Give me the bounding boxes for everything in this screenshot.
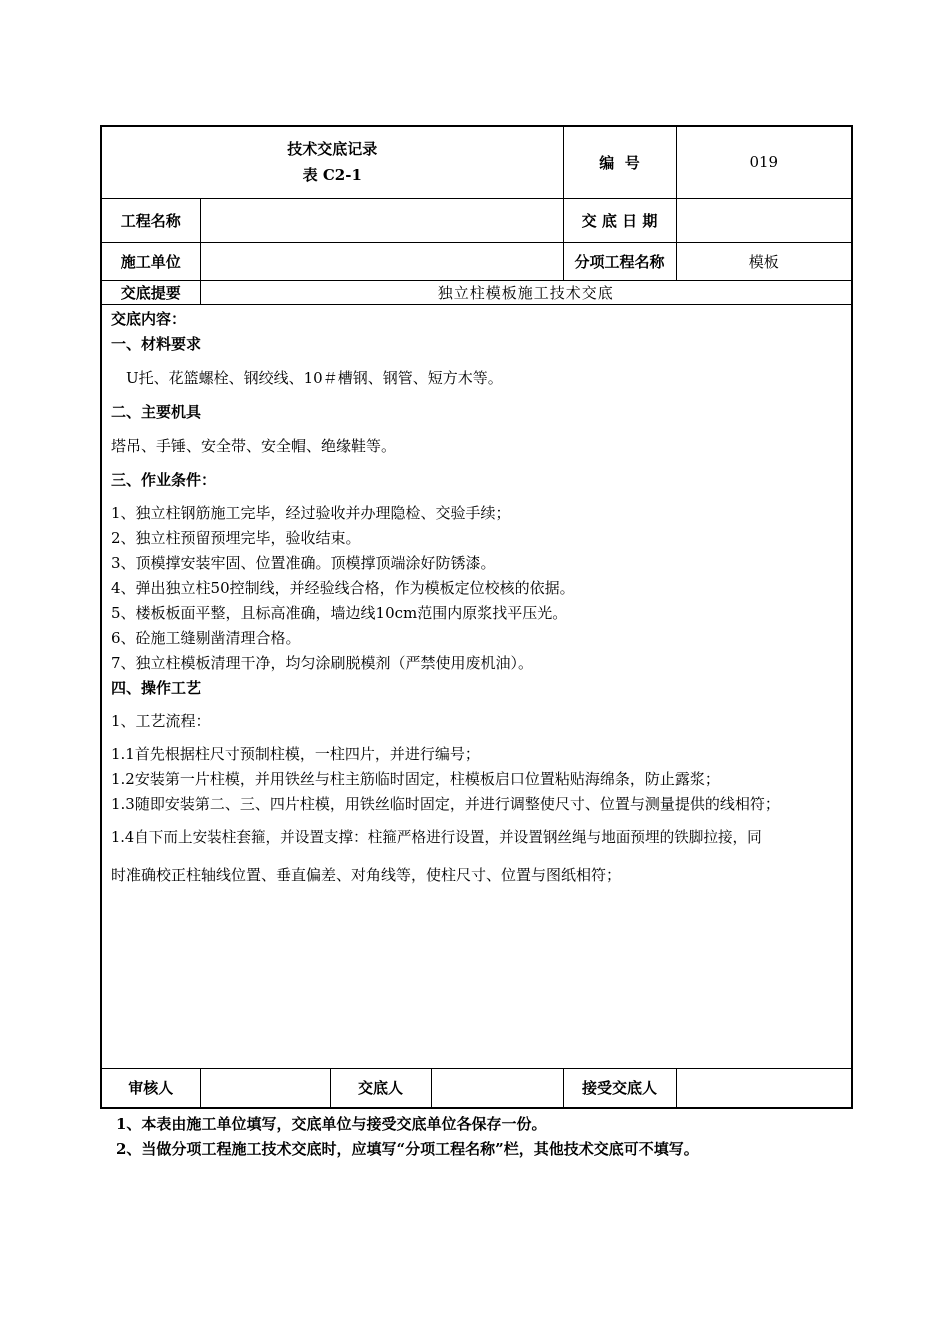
number-label: 编 号 — [563, 126, 676, 198]
process-step: 1.4自下而上安装柱套箍，并设置支撑：柱箍严格进行设置，并设置钢丝绳与地面预埋的铁脚拉接，同 — [111, 828, 762, 846]
form-title-line2: 表 C2-1 — [302, 166, 362, 185]
process-step: 1.3随即安装第二、三、四片柱模，用铁丝临时固定，并进行调整使尺寸、位置与测量提供的线相符； — [111, 794, 780, 813]
condition-item: 1、独立柱钢筋施工完毕，经过验收并办理隐检、交验手续； — [111, 503, 511, 522]
condition-item: 7、独立柱模板清理干净，均匀涂刷脱模剂（严禁使用废机油）。 — [111, 653, 534, 672]
receiver-field[interactable] — [676, 1068, 852, 1108]
section-process-title: 四、操作工艺 — [111, 678, 202, 697]
content-heading: 交底内容： — [111, 309, 187, 328]
section-materials-text: U托、花篮螺栓、钢绞线、10＃槽钢、钢管、短方木等。 — [111, 368, 503, 387]
sub-project-value[interactable]: 模板 — [676, 242, 852, 280]
project-name-field[interactable] — [200, 198, 563, 242]
date-label: 交 底 日 期 — [563, 198, 676, 242]
process-step: 1.1首先根据柱尺寸预制柱模，一柱四片，并进行编号； — [111, 744, 480, 763]
summary-label: 交底提要 — [101, 280, 200, 304]
construction-unit-label: 施工单位 — [101, 242, 200, 280]
condition-item: 5、楼板板面平整，且标高准确，墙边线10cm范围内原浆找平压光。 — [111, 603, 568, 622]
process-step: 时准确校正柱轴线位置、垂直偏差、对角线等，使柱尺寸、位置与图纸相符； — [111, 865, 622, 884]
number-value[interactable]: 019 — [676, 126, 852, 198]
sub-project-label: 分项工程名称 — [563, 242, 676, 280]
reviewer-field[interactable] — [200, 1068, 330, 1108]
form-title-line1: 技术交底记录 — [287, 140, 378, 159]
project-name-label: 工程名称 — [101, 198, 200, 242]
footnote-2: 2、当做分项工程施工技术交底时，应填写“分项工程名称”栏，其他技术交底可不填写。 — [116, 1140, 699, 1158]
presenter-field[interactable] — [431, 1068, 563, 1108]
process-step: 1.2安装第一片柱模，并用铁丝与柱主筋临时固定，柱模板启口位置粘贴海绵条，防止露浆； — [111, 769, 720, 788]
briefing-content — [101, 304, 852, 1068]
section-tools-title: 二、主要机具 — [111, 402, 202, 421]
condition-item: 3、顶模撑安装牢固、位置准确。顶模撑顶端涂好防锈漆。 — [111, 553, 496, 572]
condition-item: 2、独立柱预留预埋完毕，验收结束。 — [111, 528, 361, 547]
section-conditions-title: 三、作业条件： — [111, 470, 217, 489]
condition-item: 6、砼施工缝剔凿清理合格。 — [111, 628, 301, 647]
section-tools-text: 塔吊、手锤、安全带、安全帽、绝缘鞋等。 — [111, 436, 397, 455]
construction-unit-field[interactable] — [200, 242, 563, 280]
condition-item: 4、弹出独立柱50控制线，并经验线合格，作为模板定位校核的依据。 — [111, 578, 575, 597]
form-title — [101, 126, 563, 198]
process-flow-subtitle: 1、工艺流程： — [111, 711, 211, 730]
technical-briefing-form — [100, 125, 853, 1109]
reviewer-label: 审核人 — [101, 1068, 200, 1108]
date-field[interactable] — [676, 198, 852, 242]
presenter-label: 交底人 — [330, 1068, 431, 1108]
summary-value[interactable]: 独立柱模板施工技术交底 — [200, 280, 852, 304]
footnote-1: 1、本表由施工单位填写，交底单位与接受交底单位各保存一份。 — [116, 1115, 547, 1133]
section-materials-title: 一、材料要求 — [111, 334, 202, 353]
receiver-label: 接受交底人 — [563, 1068, 676, 1108]
